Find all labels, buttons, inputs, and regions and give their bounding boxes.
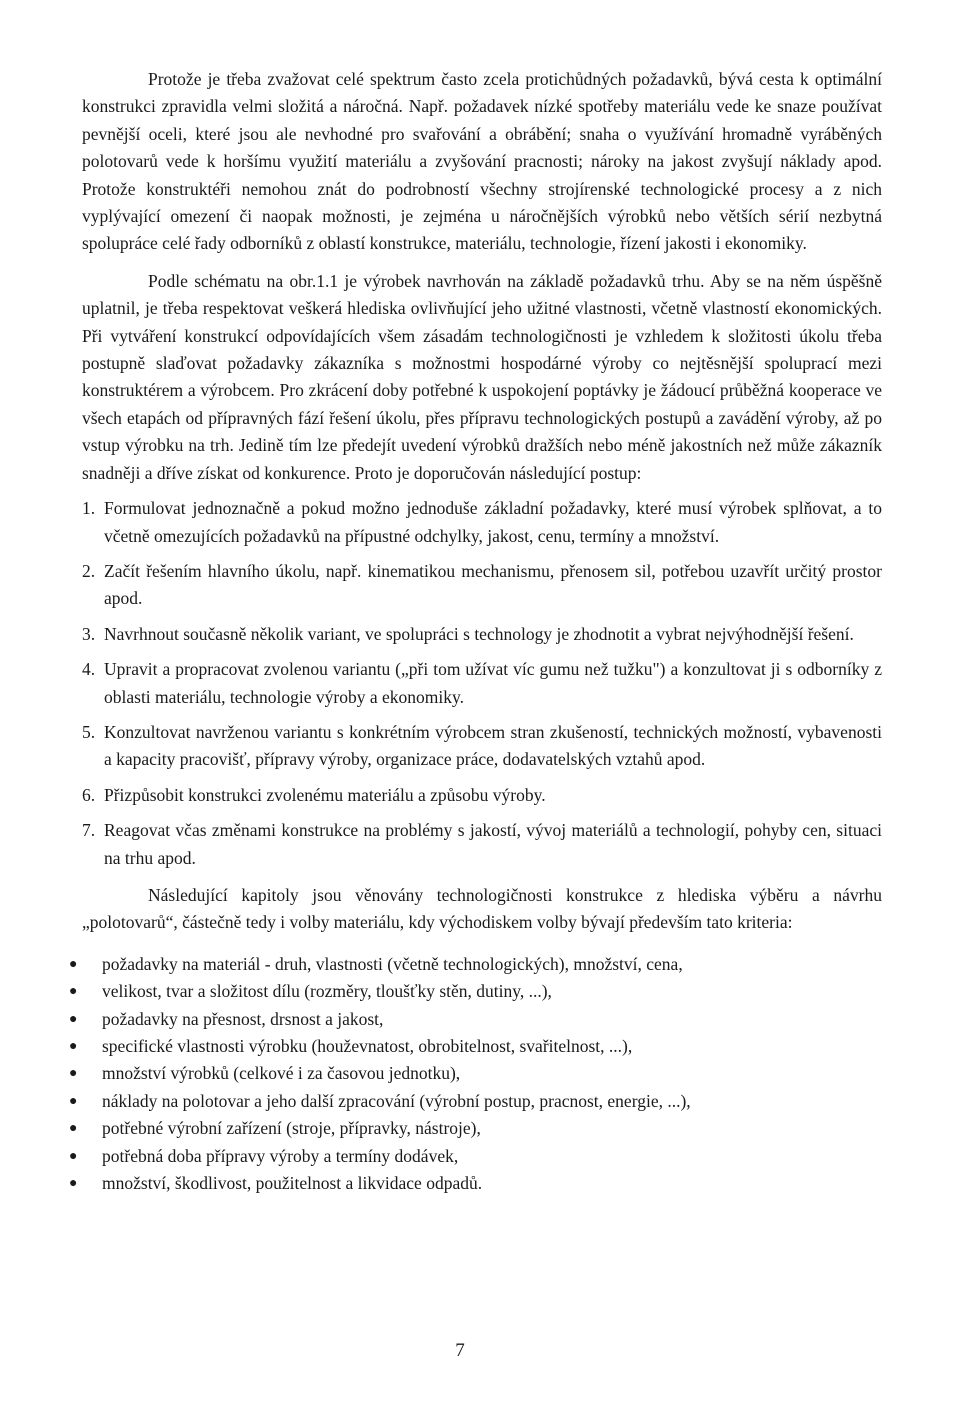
bullet-icon: ●: [69, 984, 78, 1000]
step-number: 7.: [82, 820, 96, 841]
paragraph-scheme: Podle schématu na obr.1.1 je výrobek navrhován na základě požadavků trhu. Aby se na něm úspěšně uplatnil, je třeba respektovat veškerá hlediska ovlivňující jeho užitné vlastnosti, včetně vlastností ekonomických. Při vytváření konstrukcí odpovídajících všem zásadám technologičnosti je vzhledem k složitosti úkolu třeba postupně slaďovat požadavky zákazníka s možnostmi hospodárné výroby co nejtěsnější spoluprací mezi konstruktérem a výrobcem. Pro zkrácení doby potřebné k uspokojení poptávky je žádoucí průběžná kooperace ve všech etapách od přípravných fází řešení úkolu, přes přípravu technologických postupů a zavádění výroby, až po vstup výrobku na trh. Jedině tím lze předejít uvedení výrobků dražších nebo méně jakostních než může zákazník snadněji a dříve získat od konkurence. Proto je doporučován následující postup:: [82, 270, 882, 483]
step-text: Přizpůsobit konstrukci zvolenému materiálu a způsobu výroby.: [104, 784, 546, 805]
step-number: 5.: [82, 721, 96, 742]
bullet-icon: ●: [69, 1176, 78, 1192]
procedure-step: [82, 558, 882, 613]
bullet-icon: ●: [69, 1121, 78, 1137]
criteria-item: ● požadavky na materiál - druh, vlastnosti (včetně technologických), množství, cena,: [82, 951, 882, 978]
step-number: 3.: [82, 623, 96, 644]
step-number: 4.: [82, 659, 96, 680]
step-number: 1.: [82, 498, 96, 519]
procedure-step: [82, 719, 882, 774]
procedure-step: [82, 656, 882, 711]
criteria-item: ● požadavky na přesnost, drsnost a jakost,: [82, 1006, 882, 1033]
page-number: 7: [455, 1340, 465, 1361]
criteria-item: ● potřebná doba přípravy výroby a termíny dodávek,: [82, 1143, 882, 1170]
procedure-step: [82, 495, 882, 550]
criteria-item: ● množství výrobků (celkové i za časovou jednotku),: [82, 1060, 882, 1087]
step-text: Navrhnout současně několik variant, ve spolupráci s technology je zhodnotit a vybrat nejvýhodnější řešení.: [104, 623, 854, 644]
criteria-list: [69, 951, 882, 1198]
criteria-item: ● množství, škodlivost, použitelnost a likvidace odpadů.: [82, 1170, 882, 1197]
bullet-icon: ●: [69, 1039, 78, 1054]
page-body: [69, 66, 882, 1197]
bullet-icon: ●: [69, 956, 78, 972]
step-text: Reagovat včas změnami konstrukce na problémy s jakostí, vývoj materiálů a technologií, pohyby cen, situaci na trhu apod.: [104, 820, 882, 868]
step-text: Upravit a propracovat zvolenou variantu („při tom užívat víc gumu než tužku") a konzultovat ji s odborníky z oblasti materiálu, technologie výroby a ekonomiky.: [104, 659, 882, 707]
criteria-item: ● potřebné výrobní zařízení (stroje, přípravky, nástroje),: [82, 1115, 882, 1142]
criteria-item: ● náklady na polotovar a jeho další zpracování (výrobní postup, pracnost, energie, ...),: [82, 1088, 882, 1115]
step-number: 6.: [82, 784, 96, 805]
paragraph-intro: Protože je třeba zvažovat celé spektrum často zcela protichůdných požadavků, bývá cesta k optimální konstrukci zpravidla velmi složitá a náročná. Např. požadavek nízké spotřeby materiálu vede ke snaze používat pevnější oceli, které jsou ale nevhodné pro svařování a obrábění; snaha o využívání hromadně vyráběných polotovarů vede k horšímu využití materiálu a zvyšování pracnosti; nároky na jakost zvyšují náklady apod. Protože konstruktéři nemohou znát do podrobností všechny strojírenské technologické procesy a z nich vyplývající omezení či naopak možnosti, je zejména u náročnějších výrobků nebo větších sérií nezbytná spolupráce celé řady odborníků z oblastí konstrukce, materiálu, technologie, řízení jakosti i ekonomiky.: [82, 69, 882, 254]
step-text: Začít řešením hlavního úkolu, např. kinematikou mechanismu, přenosem sil, potřebou uzavřít určitý prostor apod.: [104, 560, 882, 609]
criteria-item: ● velikost, tvar a složitost dílu (rozměry, tloušťky stěn, dutiny, ...),: [82, 978, 882, 1005]
bullet-icon: ●: [69, 1011, 78, 1027]
bullet-icon: ●: [69, 1093, 78, 1109]
procedure-step: [82, 621, 882, 648]
step-text: Konzultovat navrženou variantu s konkrétním výrobcem stran zkušeností, technických možností, vybavenosti a kapacity pracovišť, přípravy výroby, organizace práce, dodavatelských vztahů apod.: [104, 721, 882, 770]
paragraph-chapters: Následující kapitoly jsou věnovány technologičnosti konstrukce z hlediska výběru a návrhu „polotovarů“, částečně tedy i volby materiálu, kdy východiskem volby bývají především tato kriteria:: [82, 884, 882, 933]
step-number: 2.: [82, 560, 96, 581]
procedure-step: [82, 782, 882, 809]
step-text: Formulovat jednoznačně a pokud možno jednoduše základní požadavky, které musí výrobek splňovat, a to včetně omezujících požadavků na přípustné odchylky, jakost, cenu, termíny a množství.: [104, 498, 882, 546]
bullet-icon: ●: [69, 1066, 78, 1082]
criteria-item: ● specifické vlastnosti výrobku (houževnatost, obrobitelnost, svařitelnost, ...),: [82, 1033, 882, 1060]
bullet-icon: ●: [69, 1148, 78, 1164]
procedure-step: [82, 817, 882, 872]
procedure-list: [82, 495, 882, 872]
